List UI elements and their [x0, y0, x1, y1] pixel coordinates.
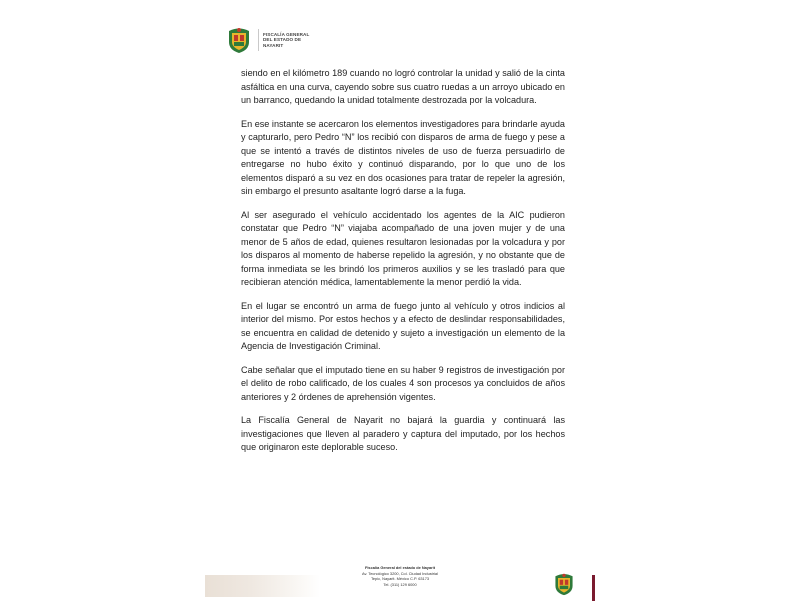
footer-title: Fiscalía General del estado de Nayarit [364, 565, 436, 570]
paragraph: Cabe señalar que el imputado tiene en su haber 9 registros de investigación por el delito de robo calificado, de los cuales 4 son procesos ya concluidos de años anteriores y 2 órdenes de aprehensión vigentes. [241, 364, 565, 402]
letterhead [225, 26, 309, 54]
paragraph: siendo en el kilómetro 189 cuando no logró controlar la unidad y salió de la cinta asfáltica en una curva, cayendo sobre sus cuatro ruedas a un arroyo ubicado en un barranco, quedando la unidad totalmente destrozada por la volcadura. [241, 68, 565, 105]
nayarit-coat-of-arms-icon [225, 26, 253, 54]
footer-address-line-1: Av. Tecnológico 3200, Col. Ciudad Industrial [362, 570, 438, 576]
footer-contact-info [345, 565, 455, 587]
press-release-body [241, 67, 565, 465]
paragraph: En ese instante se acercaron los elementos investigadores para brindarle ayuda y capturarlo, pero Pedro “N” los recibió con disparos de arma de fuego y pese a que se intentó a través de distintos niveles de uso de fuerza persuadirlo de entregarse no hubo éxito y continuó disparando, por lo que uno de los elementos disparó a su vez en dos ocasiones para tratar de repeler la agresión, sin embargo el presunto asaltante logró darse a la fuga. [241, 118, 565, 196]
paragraph: La Fiscalía General de Nayarit no bajará la guardia y continuará las investigaciones que lleven al paradero y captura del imputado, por los hechos que originaron este deplorable suceso. [241, 415, 565, 452]
paragraph: En el lugar se encontró un arma de fuego junto al vehículo y otros indicios al interior del mismo. Por estos hechos y a efecto de deslindar responsabilidades, se encuentra en calidad de detenido y sujeto a investigación un elemento de la Agencia de Investigación Criminal. [241, 300, 565, 351]
header-divider [258, 29, 259, 51]
footer-decoration-band [205, 575, 320, 597]
org-name-line-1: FISCALÍA GENERAL [263, 32, 310, 38]
paragraph: Al ser asegurado el vehículo accidentado los agentes de la AIC pudieron constatar que Pedro “N” viajaba acompañado de una joven mujer y de una menor de 5 años de edad, quienes resultaron lesionadas por la volcadura y por los disparos al momento de haberse repelido la agresión, y no obstante que de forma inmediata se les brindó los primeros auxilios y se les trasladó para que recibieran atención médica, lamentablemente la menor perdió la vida. [241, 209, 565, 287]
org-name-line-2: DEL ESTADO DE [263, 37, 302, 43]
footer-phone: Tel. (311) 129 6000 [383, 581, 417, 587]
org-name-line-3: NAYARIT [263, 42, 284, 48]
nayarit-coat-of-arms-icon [552, 572, 576, 596]
org-name [263, 32, 309, 48]
document-page [205, 12, 600, 600]
footer-address-line-2: Tepic, Nayarit. México C.P. 63173 [370, 576, 430, 582]
footer-accent-bar [592, 575, 595, 601]
